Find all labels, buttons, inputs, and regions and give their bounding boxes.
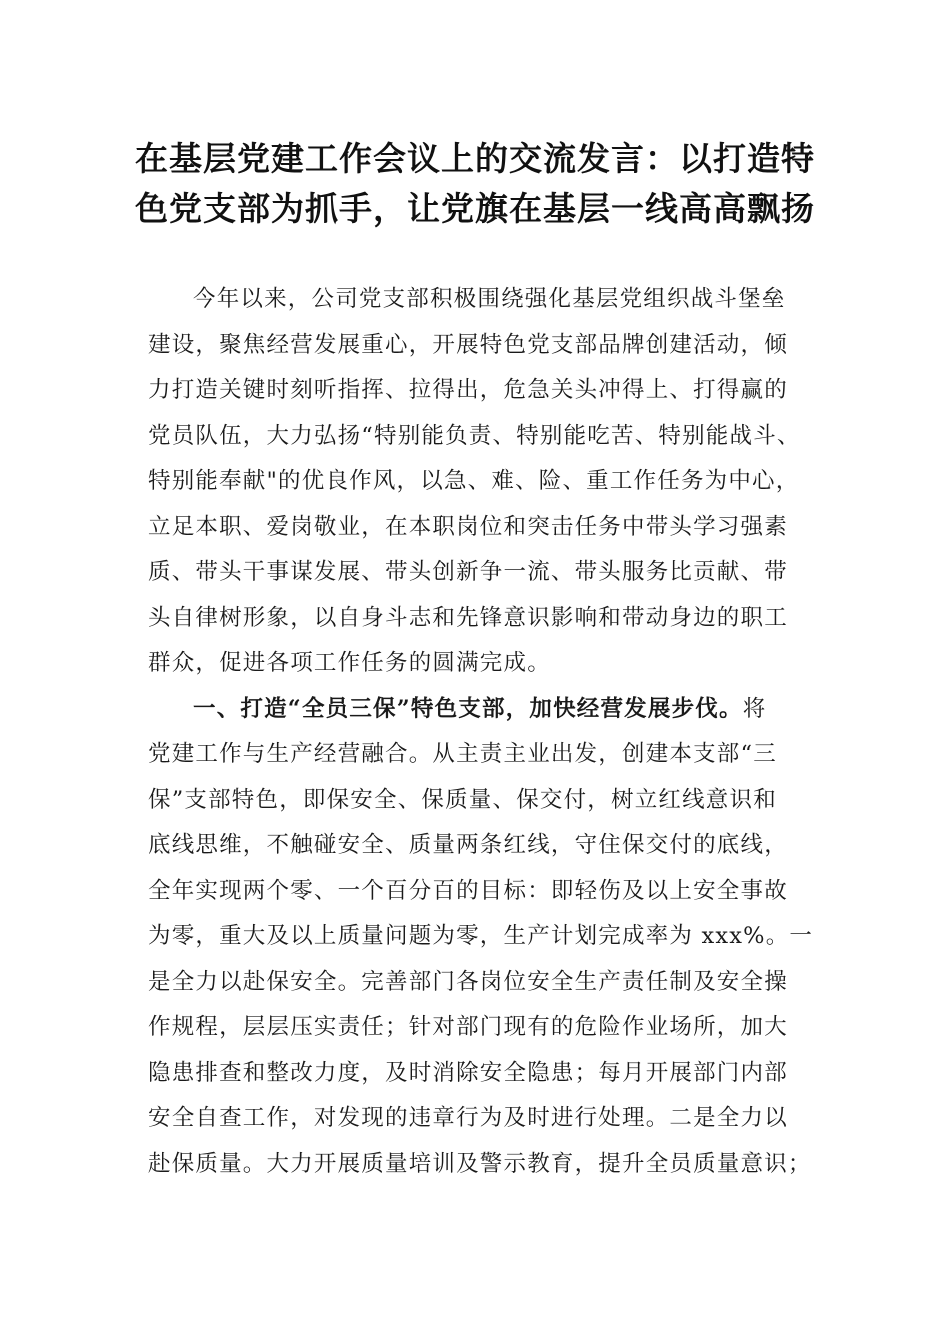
text-line: 作规程，层层压实责任；针对部门现有的危险作业场所，加大 <box>148 1014 788 1040</box>
text-line: 是全力以赴保安全。完善部门各岗位安全生产责任制及安全操 <box>148 968 788 995</box>
section-heading: 一、打造“全员三保”特色支部，加快经营发展步伐。 <box>193 695 743 722</box>
paragraph-section-1 <box>148 687 838 1188</box>
title-line: 在基层党建工作会议上的交流发言：以打造特 <box>135 139 815 178</box>
text-line: 立足本职、爱岗敬业，在本职岗位和突击任务中带头学习强素 <box>148 513 788 540</box>
text-line: 保”支部特色，即保安全、保质量、保交付，树立红线意识和 <box>148 786 777 813</box>
document-body <box>148 277 838 1187</box>
text-line: 为零，重大及以上质量问题为零，生产计划完成率为 xxx%。一 <box>148 923 814 949</box>
text-line: 今年以来，公司党支部积极围绕强化基层党组织战斗堡垒 <box>193 286 786 312</box>
text-line: 赴保质量。大力开展质量培训及警示教育，提升全员质量意识； <box>148 1150 812 1177</box>
text-line: 全年实现两个零、一个百分百的目标：即轻伤及以上安全事故 <box>148 877 788 904</box>
title-line: 色党支部为抓手，让党旗在基层一线高高飘扬 <box>135 189 815 228</box>
paragraph-intro <box>148 277 838 687</box>
text-line: 质、带头干事谋发展、带头创新争一流、带头服务比贡献、带 <box>148 559 788 585</box>
text-line: 建设，聚焦经营发展重心，开展特色党支部品牌创建活动，倾 <box>148 331 788 358</box>
text-line: 底线思维，不触碰安全、质量两条红线，守住保交付的底线， <box>148 832 788 858</box>
text-line: 力打造关键时刻听指挥、拉得出，危急关头冲得上、打得赢的 <box>148 377 788 403</box>
text-line: 隐患排查和整改力度，及时消除安全隐患；每月开展部门内部 <box>148 1059 788 1086</box>
section-first-line <box>148 687 838 733</box>
text-line: 党员队伍，大力弘扬“特别能负责、特别能吃苦、特别能战斗、 <box>148 422 801 449</box>
section-heading-tail: 将 <box>742 695 767 722</box>
text-line: 党建工作与生产经营融合。从主责主业出发，创建本支部“三 <box>148 741 777 767</box>
text-line: 特别能奉献"的优良作风，以急、难、险、重工作任务为中心， <box>148 468 800 494</box>
text-line: 安全自查工作，对发现的违章行为及时进行处理。二是全力以 <box>148 1105 788 1131</box>
text-line: 头自律树形象，以自身斗志和先锋意识影响和带动身边的职工 <box>148 604 788 631</box>
document-title <box>110 134 840 234</box>
text-line: 群众，促进各项工作任务的圆满完成。 <box>148 650 551 676</box>
